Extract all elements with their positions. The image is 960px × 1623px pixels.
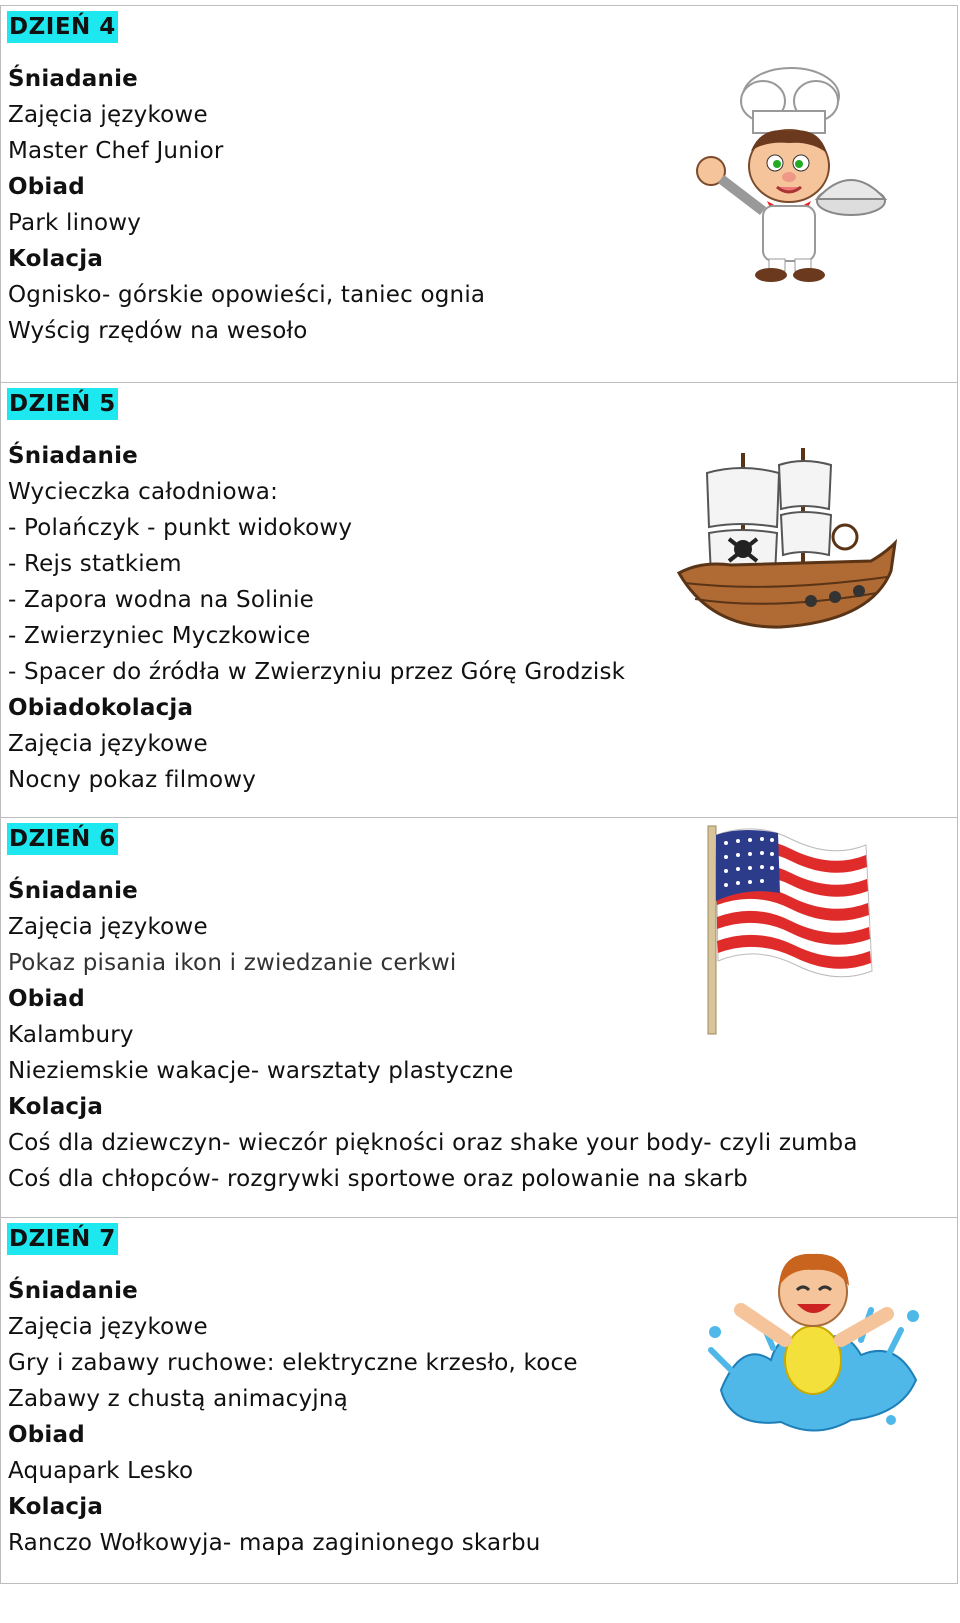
activity-item: - Spacer do źródła w Zwierzyniu przez Górę Grodzisk (8, 659, 626, 685)
activity-item: Gry i zabawy ruchowe: elektryczne krzesło, koce (8, 1350, 578, 1376)
schedule-table (0, 5, 958, 1584)
day-4-activities (8, 61, 485, 349)
activity-item: Nocny pokaz filmowy (8, 767, 257, 793)
activity-item: Nieziemskie wakacje- warsztaty plastyczne (8, 1058, 514, 1084)
activity-item: Ognisko- górskie opowieści, taniec ognia (8, 282, 486, 308)
meal-label: Obiad (8, 174, 85, 200)
activity-item: Zajęcia językowe (8, 914, 208, 940)
activity-item: Ranczo Wołkowyja- mapa zaginionego skarbu (8, 1530, 541, 1556)
activity-item: Kalambury (8, 1022, 134, 1048)
activity-item: Master Chef Junior (8, 138, 224, 164)
activity-item: Zabawy z chustą animacyjną (8, 1386, 348, 1412)
chef-illustration (691, 61, 891, 291)
meal-label: Obiad (8, 1422, 85, 1448)
day-7-section (0, 1218, 958, 1584)
activity-item: Zajęcia językowe (8, 102, 208, 128)
activity-item: Park linowy (8, 210, 142, 236)
activity-item: Coś dla dziewczyn- wieczór piękności oraz shake your body- czyli zumba (8, 1130, 858, 1156)
meal-label: Kolacja (8, 246, 104, 272)
activity-item: Wyścig rzędów na wesoło (8, 318, 308, 344)
activity-item: Coś dla chłopców- rozgrywki sportowe oraz polowanie na skarb (8, 1166, 748, 1192)
day-5-activities (8, 438, 625, 798)
activity-item: Wycieczka całodniowa: (8, 479, 279, 505)
activity-item: - Zapora wodna na Solinie (8, 587, 315, 613)
activity-item: - Rejs statkiem (8, 551, 182, 577)
meal-label: Kolacja (8, 1094, 104, 1120)
splashing-kid-illustration (701, 1230, 931, 1445)
meal-label: Śniadanie (8, 1278, 138, 1304)
meal-label: Kolacja (8, 1494, 104, 1520)
activity-item: Pokaz pisania ikon i zwiedzanie cerkwi (8, 950, 457, 976)
day-title: DZIEŃ 7 (7, 1223, 118, 1255)
day-title: DZIEŃ 5 (7, 388, 118, 420)
day-4-section (0, 6, 958, 383)
activity-item: Zajęcia językowe (8, 1314, 208, 1340)
meal-label: Śniadanie (8, 878, 138, 904)
pirate-ship-illustration (671, 443, 901, 643)
activity-item: - Polańczyk - punkt widokowy (8, 515, 353, 541)
activity-item: Aquapark Lesko (8, 1458, 194, 1484)
meal-label: Śniadanie (8, 66, 138, 92)
meal-label: Obiadokolacja (8, 695, 194, 721)
day-6-section (0, 818, 958, 1218)
meal-label: Śniadanie (8, 443, 138, 469)
meal-label: Obiad (8, 986, 85, 1012)
usa-flag-illustration (696, 821, 896, 1036)
day-7-activities (8, 1273, 578, 1561)
day-title: DZIEŃ 6 (7, 823, 118, 855)
activity-item: - Zwierzyniec Myczkowice (8, 623, 311, 649)
day-title: DZIEŃ 4 (7, 11, 118, 43)
activity-item: Zajęcia językowe (8, 731, 208, 757)
day-5-section (0, 383, 958, 818)
